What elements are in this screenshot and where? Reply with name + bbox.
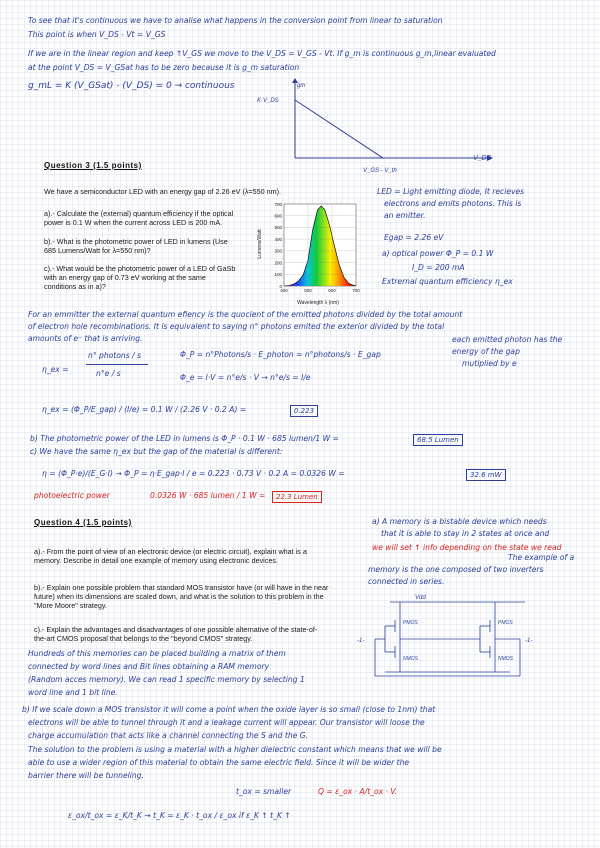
tox-note: t_ox = smaller: [236, 787, 292, 796]
q3-a-line-1: a).- Calculate the (external) quantum efficiency if the optical: [44, 209, 234, 218]
q3-c-line-2: with an energy gap of 0.73 eV working at the same: [44, 273, 206, 282]
gasb-power-box: 32.6 mW: [466, 469, 506, 481]
q4-b-work-2: electrons will be able to tunnel through it and a leakage current will appear. Our transistor will loose the: [28, 718, 425, 727]
chart-x-tick-label: 500: [304, 288, 312, 293]
q4-b-work-6: barrier there will be tunneling.: [28, 771, 144, 780]
memory-note-5: connected in series.: [368, 577, 445, 586]
question-3-title: Question 3 (1.5 points): [44, 161, 142, 170]
current-note: I_D = 200 mA: [412, 263, 465, 272]
intro-line-1: To see that it's continuous we have to analise what happens in the conversion point from linear to saturation: [28, 16, 443, 25]
memory-note-1: a) A memory is a bistable device which needs: [372, 517, 547, 526]
q4-b-line-3: "More Moore" strategy.: [34, 601, 107, 610]
charge-equation: Q = ε_ox · A/t_ox · V.: [318, 787, 398, 796]
q3-b-line-2: 685 Lumens/Watt for λ=550 nm)?: [44, 246, 151, 255]
q4-c-line-1: c).- Explain the advantages and disadvantages of one possible alternative of the state-of-: [34, 625, 318, 634]
memory-note-2: that it is able to stay in 2 states at once and: [381, 529, 550, 538]
q4-b-work-3: charge accumulation that acts like a channel connecting the S and the G.: [28, 731, 309, 740]
chart-y-tick-label: 0: [279, 283, 282, 289]
luminous-efficacy-chart: [254, 198, 374, 306]
q3-work-line-1: For an emmitter the external quantum efiency is the quocient of the emitted photons divided by the total amount: [28, 310, 463, 319]
photon-note-1: each emitted photon has the: [452, 335, 563, 344]
lumen-result-box: 68.5 Lumen: [413, 434, 463, 446]
memory-note-3: we will set ↑ info depending on the state we read: [372, 543, 562, 552]
optical-power-note: a) optical power Φ_P = 0.1 W: [382, 249, 494, 258]
chart-y-tick-label: 300: [274, 248, 282, 254]
q4-a-work-4: word line and 1 bit line.: [28, 688, 118, 697]
q3-c-line-3: conditions as in a)?: [44, 282, 106, 291]
chart-y-tick-label: 600: [274, 213, 282, 219]
q4-a-line-1: a).- From the point of view of an electronic device (or electric circuit), explain what is a: [34, 547, 307, 556]
chart-y-tick-label: 400: [274, 236, 282, 242]
led-note-3: an emitter.: [384, 211, 426, 220]
nmos-label-left: NMOS: [403, 656, 418, 662]
photoelectric-equation: 0.0326 W · 685 lumen / 1 W =: [150, 491, 266, 500]
intro-line-2: This point is when V_DS - Vt = V_GS: [28, 30, 166, 39]
eta-fraction-bar: [86, 364, 148, 365]
q3-work-line-2: of electron hole recombinations. It is equivalent to saying n° photons emited the exterior divided by the total: [28, 322, 445, 331]
photon-note-3: mutiplied by e: [462, 359, 517, 368]
q4-b-work-1: b) If we scale down a MOS transistor it will come a point when the oxide layer is so small (close to 1nm) that: [22, 705, 436, 714]
q3-b-line-1: b).- What is the photometric power of LED in lumens (Use: [44, 237, 228, 246]
chart-y-tick-label: 200: [274, 260, 282, 266]
q3-work-line-3: amounts of e⁻ that is arriving.: [28, 334, 143, 343]
chart-x-tick-label: 600: [328, 288, 336, 293]
input-label: -1-: [357, 638, 365, 644]
eta-denominator: n°e / s: [96, 369, 121, 378]
eta-result-eq: η_ex = (Φ_P/E_gap) / (I/e) = 0.1 W / (2.26 V · 0.2 A) =: [42, 405, 247, 414]
pmos-label-left: PMOS: [403, 620, 418, 626]
q4-b-line-1: b).- Explain one possible problem that standard MOS transistor have (or will have in the near: [34, 583, 329, 592]
led-note-1: LED = Light emitting diode, It recieves: [377, 187, 525, 196]
chart-y-tick-label: 500: [274, 225, 282, 231]
chart-y-tick-label: 100: [274, 272, 282, 278]
eta-result-box: 0.223: [290, 405, 318, 417]
eta-numerator: n° photons / s: [88, 351, 142, 360]
photoelectric-result-box: 22.3 Lumen: [272, 491, 322, 503]
intro-line-3: If we are in the linear region and keep ↑V_GS we move to the V_DS = V_GS - Vt. If g_m is continuous g_m,linear evaluated: [28, 49, 496, 58]
egap-note: Egap = 2.26 eV: [384, 233, 444, 242]
photoelectric-label: photoelectric power: [34, 491, 110, 500]
photon-power-eq: Φ_P = n°Photons/s · E_photon = n°photons/s · E_gap: [180, 350, 381, 359]
chart-x-tick-label: 700: [352, 288, 360, 293]
q4-a-work-3: (Random acces memory). We can read 1 specific memory by selecting 1: [28, 675, 305, 684]
intro-line-4: at the point V_DS = V_GSat has to be zero because it is g_m saturation: [28, 63, 300, 72]
pmos-label-right: PMOS: [498, 620, 513, 626]
chart-y-tick-label: 700: [274, 201, 282, 207]
graph-x-label: V_DS: [473, 155, 492, 162]
chart-x-label: Wavelength λ (nm): [297, 300, 339, 306]
gm-line: [295, 100, 383, 158]
gm-vs-vds-graph: [255, 78, 505, 178]
q4-c-line-2: the-art CMOS proposal that belongs to the "beyond CMOS" strategy.: [34, 634, 253, 643]
memory-note-4: memory is the one composed of two inverters: [368, 565, 544, 574]
led-note-2: electrons and emits photons. This is: [384, 199, 522, 208]
chart-y-label: Lumens/Watt: [257, 229, 263, 259]
q4-a-line-2: memory. Describe in detail one example of memory using electronic devices.: [34, 556, 278, 565]
chart-x-tick-label: 400: [280, 288, 288, 293]
q3-a-line-2: power is 0.1 W when the current across LED is 200 mA.: [44, 218, 223, 227]
q4-b-work-4: The solution to the problem is using a material with a higher dielectric constant which means that we will be: [28, 745, 442, 754]
q4-b-work-5: able to use a wider region of this material to obtain the same electric field. Since it will be wider the: [28, 758, 410, 767]
vdd-label: Vdd: [415, 595, 426, 601]
q3-intro: We have a semiconductor LED with an energy gap of 2.26 eV (λ=550 nm).: [44, 187, 281, 196]
q4-a-work-1: Hundreds of this memories can be placed building a matrix of them: [28, 649, 286, 658]
photon-note-2: energy of the gap: [452, 347, 520, 356]
q3-c-line-1: c).- What would be the photometric power of a LED of GaSb: [44, 264, 236, 273]
efficiency-note: Extrernal quantum efficiency η_ex: [382, 277, 513, 286]
graph-y-tick: K·V_DS: [257, 98, 279, 104]
intro-line-5: g_mL = K (V_GSat) - (V_DS) = 0 → continuous: [28, 81, 235, 91]
q3-c-equation: η = (Φ_P·e)/(E_G·I) → Φ_P = η·E_gap·I / e = 0.223 · 0.73 V · 0.2 A = 0.0326 W =: [42, 469, 345, 478]
eta-lhs: η_ex =: [42, 365, 69, 374]
q3-c-answer: c) We have the same η_ex but the gap of the material is different:: [30, 447, 283, 456]
q4-a-work-2: connected by word lines and Bit lines obtaining a RAM memory: [28, 662, 270, 671]
q3-b-answer: b) The photometric power of the LED in lumens is Φ_P · 0.1 W · 685 lumen/1 W =: [30, 434, 339, 443]
q4-b-line-2: future) when its dimensions are scaled down, and what is the solution to this problem in the: [34, 592, 324, 601]
graph-x-tick: V_GS - V_th: [363, 168, 397, 174]
memory-note-6: The example of a: [508, 553, 575, 562]
sram-inverter-circuit: [355, 590, 555, 682]
nmos-label-right: NMOS: [498, 656, 513, 662]
question-4-title: Question 4 (1.5 points): [34, 518, 132, 527]
electric-power-eq: Φ_e = I·V = n°e/s · V → n°e/s = I/e: [180, 373, 311, 382]
output-label: -1-: [525, 638, 533, 644]
graph-y-label: gm: [297, 83, 306, 89]
dielectric-equation: ε_ox/t_ox = ε_K/t_K → t_K = ε_K · t_ox / ε_ox if ε_K ↑ t_K ↑: [68, 811, 291, 820]
